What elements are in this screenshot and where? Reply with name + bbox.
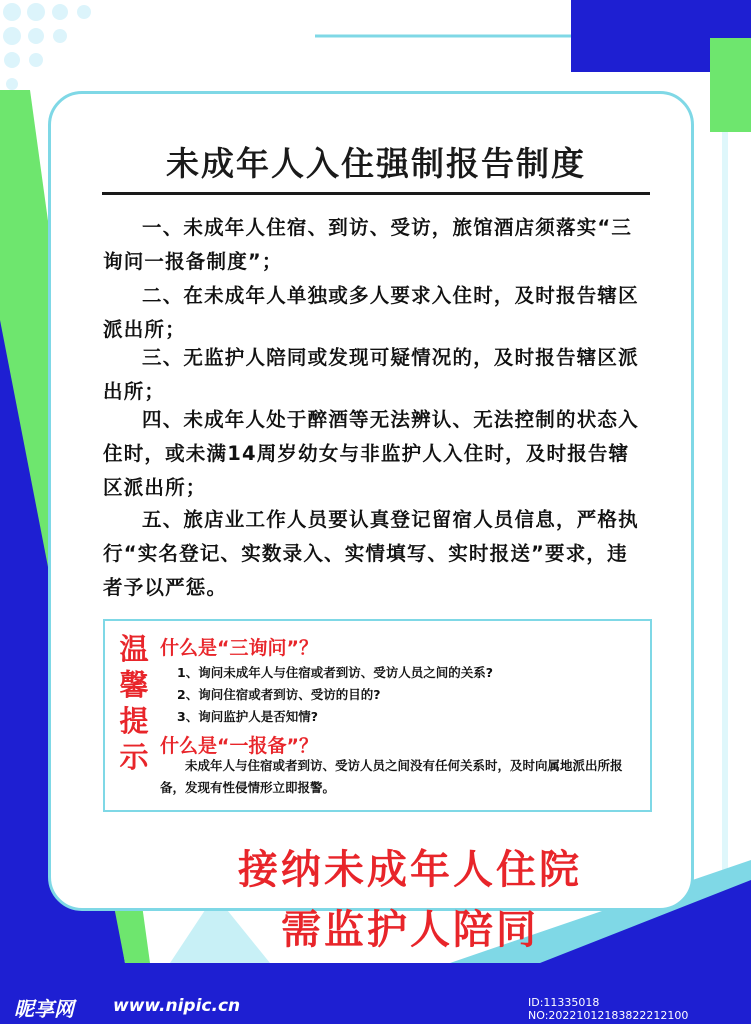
tips-side-label: 温 馨 提 示 bbox=[119, 632, 149, 774]
rule-item-1: 一、未成年人住宿、到访、受访，旅馆酒店须落实“三询问一报备制度”； bbox=[103, 216, 633, 273]
watermark-url: www.nipic.cn bbox=[113, 996, 241, 1016]
watermark-logo: 昵享网 bbox=[14, 997, 74, 1021]
page-title: 未成年人入住强制报告制度 bbox=[166, 144, 586, 183]
inquiry-item-1: 1、询问未成年人与住宿或者到访、受访人员之间的关系? bbox=[177, 665, 493, 680]
rule-item-5: 五、旅店业工作人员要认真登记留宿人员信息，严格执行“实名登记、实数录入、实情填写、实时报送”要求，违者予以严惩。 bbox=[103, 508, 639, 599]
watermark-id: ID:11335018 NO:20221012183822212100 bbox=[528, 996, 689, 1022]
inquiry-item-3: 3、询问监护人是否知情? bbox=[177, 709, 318, 724]
one-report-text: 未成年人与住宿或者到访、受访人员之间没有任何关系时，及时向属地派出所报备，发现有性侵情形立即报警。 bbox=[160, 758, 623, 795]
inquiry-item-2: 2、询问住宿或者到访、受访的目的? bbox=[177, 687, 381, 702]
three-inquiries-title: 什么是“三询问”？ bbox=[160, 637, 318, 659]
slogan-line-2: 需监护人陪同 bbox=[281, 907, 539, 953]
title-divider bbox=[102, 192, 650, 195]
rule-item-2: 二、在未成年人单独或多人要求入住时，及时报告辖区派出所； bbox=[103, 284, 639, 341]
slogan-line-1: 接纳未成年人住院 bbox=[238, 847, 582, 893]
one-report-title: 什么是“一报备”？ bbox=[160, 735, 318, 757]
rule-item-4: 四、未成年人处于醉酒等无法辨认、无法控制的状态入住时，或未满14周岁幼女与非监护人入住时，及时报告辖区派出所； bbox=[103, 408, 639, 499]
rule-item-3: 三、无监护人陪同或发现可疑情况的，及时报告辖区派出所； bbox=[103, 346, 639, 403]
